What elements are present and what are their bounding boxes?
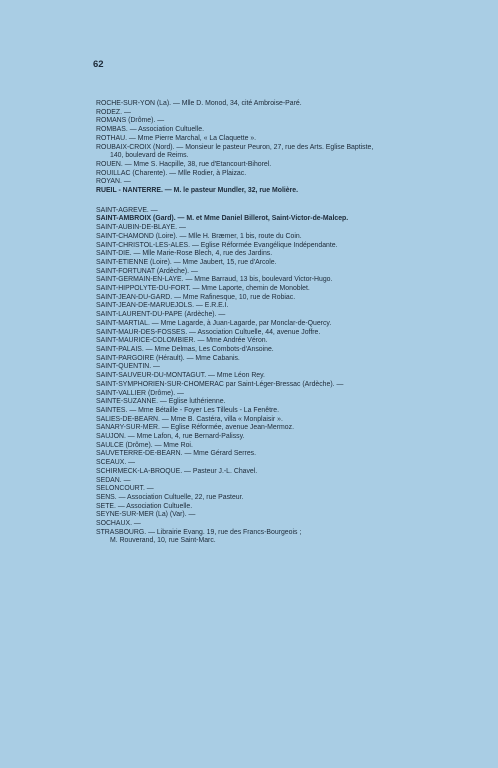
directory-entry: SAINT-MAUR-DES-FOSSES. — Association Cultuelle, 44, avenue Joffre. [96,328,321,336]
directory-entry: RODEZ. — [96,108,131,116]
directory-entry: RUEIL - NANTERRE. — M. le pasteur Mundler, 32, rue Molière. [96,187,299,195]
directory-entry: SAINT-CHRISTOL-LES-ALES. — Eglise Réformée Evangélique Indépendante. [96,241,338,249]
directory-entry: SAINT-QUENTIN. — [96,363,160,371]
directory-group-ro [96,100,426,196]
directory-entry: ROMBAS. — Association Cultuelle. [96,126,204,134]
directory-entry: SALIES-DE-BEARN. — Mme B. Castéra, villa « Monplaisir ». [96,415,283,423]
directory-entry: SAINT-FORTUNAT (Ardèche). — [96,267,198,275]
directory-entry: ROCHE-SUR-YON (La). — Mlle D. Monod, 34, cité Ambroise-Paré. [96,100,302,107]
directory-entry: SAINT-GERMAIN-EN-LAYE. — Mme Barraud, 13 bis, boulevard Victor-Hugo. [96,276,333,284]
directory-entry: SAINT-AMBROIX (Gard). — M. et Mme Daniel Billerot, Saint-Victor-de-Malcep. [96,215,349,223]
directory-entry: SAINT-DIE. — Mlle Marie-Rose Blech, 4, rue des Jardins. [96,250,273,258]
directory-entry: SAINT-MARTIAL. — Mme Lagarde, à Juan-Lagarde, par Monclar-de-Quercy. [96,319,332,327]
directory-entry: ROUBAIX-CROIX (Nord). — Monsieur le pasteur Peuron, 27, rue des Arts. Eglise Baptiste, [96,143,374,151]
group-separator [96,196,426,207]
directory-entry: SAINT-JEAN-DU-GARD. — Mme Rafinesque, 10, rue de Robiac. [96,293,296,301]
directory-entry: SENS. — Association Cultuelle, 22, rue Pasteur. [96,493,244,501]
directory-entry: SEYNE-SUR-MER (La) (Var). — [96,511,196,519]
directory-entry: ROUEN. — Mme S. Hacpille, 38, rue d'Etancourt-Bihorel. [96,160,272,168]
directory-entry: SAINT-HIPPOLYTE-DU-FORT. — Mme Laporte, chemin de Monoblet. [96,285,310,293]
directory-entry: ROMANS (Drôme). — [96,117,165,125]
directory-entry: SAINT-LAURENT-DU-PAPE (Ardèche). — [96,311,226,319]
directory-entry: SAINT-CHAMOND (Loire). — Mlle H. Bræmer, 1 bis, route du Coin. [96,232,302,240]
directory-entry: SAINT-SYMPHORIEN-SUR-CHOMERAC par Saint-Léger-Bressac (Ardèche). — [96,380,344,388]
directory-entry: SCHIRMECK-LA-BROQUE. — Pasteur J.-L. Chavel. [96,467,258,475]
directory-entry: ROTHAU. — Mme Pierre Marchal, « La Claquette ». [96,134,257,142]
directory-entry: SOCHAUX. — [96,520,141,528]
directory-entry: SAINT-AUBIN-DE-BLAYE. — [96,224,186,232]
directory-entry: SAINT-PARGOIRE (Hérault). — Mme Cabanis. [96,354,240,362]
directory-entry: SAUJON. — Mme Lafon, 4, rue Bernard-Palissy. [96,433,245,441]
directory-entry: SEDAN. — [96,476,131,484]
directory-entry: SCEAUX. — [96,459,136,467]
directory-entry: SAINT-JEAN-DE-MARUEJOLS. — E.R.E.I. [96,302,229,310]
directory-entry-continuation: M. Rouverand, 10, rue Saint-Marc. [110,537,216,545]
directory-entry: SAULCE (Drôme). — Mme Roi. [96,441,193,449]
directory-entry: SANARY-SUR-MER. — Eglise Réformée, avenue Jean-Mermoz. [96,424,294,432]
directory-entry: SELONCOURT. — [96,485,154,493]
directory-entry: SAINTES. — Mme Bétaille - Foyer Les Tilleuls - La Fenêtre. [96,406,280,414]
directory-entry: ROYAN. — [96,178,131,186]
directory-entry: SAINT-MAURICE-COLOMBIER. — Mme Andrée Véron. [96,337,268,345]
directory-entry: SETE. — Association Cultuelle. [96,502,193,510]
directory-group-saint [96,207,426,546]
directory-entry: SAINTE-SUZANNE. — Eglise luthérienne. [96,398,226,406]
page-number: 62 [93,59,104,70]
directory-entry: SAINT-ETIENNE (Loire). — Mme Jaubert, 15, rue d'Arcole. [96,258,277,266]
directory-entry: SAINT-PALAIS. — Mme Delmas, Les Combots-d'Ansoine. [96,345,274,353]
directory-entry: SAINT-SAUVEUR-DU-MONTAGUT. — Mme Léon Rey. [96,372,265,380]
directory-entry: ROUILLAC (Charente). — Mlle Rodier, à Plaizac. [96,169,247,177]
directory-entry: SAINT-AGREVE. — [96,206,158,214]
directory-entry-continuation: 140, boulevard de Reims. [110,152,189,160]
directory-list [96,100,426,546]
directory-entry: STRASBOURG. — Librairie Evang. 19, rue des Francs-Bourgeois ; [96,528,302,536]
directory-entry: SAINT-VALLIER (Drôme). — [96,389,184,397]
directory-entry: SAUVETERRE-DE-BEARN. — Mme Gérard Serres. [96,450,257,458]
